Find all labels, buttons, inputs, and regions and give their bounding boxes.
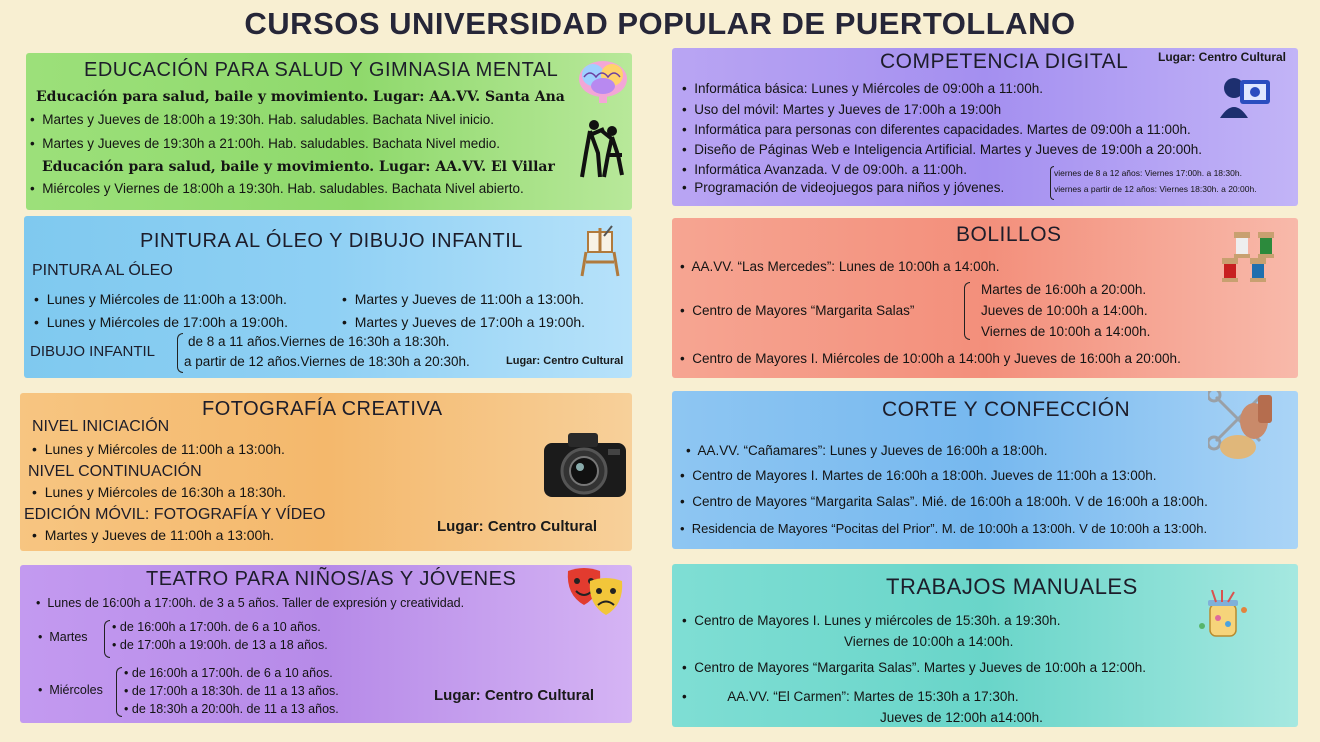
dibujo-label: DIBUJO INFANTIL: [30, 343, 156, 360]
panel-trabajos-manuales: [672, 564, 1298, 727]
foto-item: • Lunes y Miércoles de 16:30h a 18:30h.: [32, 484, 286, 500]
teatro-martes-label: • Martes: [38, 630, 88, 644]
dancers-icon: [578, 119, 628, 179]
brace: [177, 333, 183, 373]
digital-item: • Informática básica: Lunes y Miércoles de 09:00h a 11:00h.: [682, 81, 1043, 96]
foto-level-label: NIVEL CONTINUACIÓN: [28, 463, 202, 480]
digital-note: viernes a partir de 12 años: Viernes 18:30h. a 20:00h.: [1054, 184, 1257, 194]
manuales-item: • AA.VV. “El Carmen”: Martes de 15:30h a 17:30h.: [682, 689, 1019, 704]
corte-item: • Centro de Mayores I. Martes de 16:00h a 18:00h. Jueves de 11:00h a 13:00h.: [680, 468, 1157, 483]
panel-corte-confeccion: [672, 391, 1298, 549]
teatro-item: • Lunes de 16:00h a 17:00h. de 3 a 5 años. Taller de expresión y creatividad.: [36, 596, 465, 610]
corte-item: • Residencia de Mayores “Pocitas del Prior”. M. de 10:00h a 13:00h. V de 10:00h a 13:00h.: [680, 521, 1208, 536]
digital-item: • Programación de videojuegos para niños y jóvenes.: [682, 180, 1005, 195]
teatro-item: • de 18:30h a 20:00h. de 11 a 13 años.: [124, 702, 339, 716]
manuales-heading: TRABAJOS MANUALES: [886, 574, 1138, 599]
corte-item: • Centro de Mayores “Margarita Salas”. Mié. de 16:00h a 18:00h. V de 16:00h a 18:00h.: [680, 494, 1208, 509]
manuales-item-cont: Viernes de 10:00h a 14:00h.: [844, 634, 1014, 649]
pintura-subheading: PINTURA AL ÓLEO: [32, 262, 173, 279]
teatro-item: • de 16:00h a 17:00h. de 6 a 10 años.: [124, 666, 333, 680]
digital-note: viernes de 8 a 12 años: Viernes 17:00h. a 18:30h.: [1054, 168, 1242, 178]
pintura-item: • Martes y Jueves de 17:00h a 19:00h.: [342, 314, 586, 330]
teatro-item: • de 16:00h a 17:00h. de 6 a 10 años.: [112, 620, 321, 634]
panel-teatro: [20, 565, 632, 723]
pintura-heading: PINTURA AL ÓLEO Y DIBUJO INFANTIL: [140, 230, 523, 252]
foto-level-label: NIVEL INICIACIÓN: [32, 418, 170, 435]
teatro-item: • de 17:00h a 18:30h. de 11 a 13 años.: [124, 684, 339, 698]
thread-spools-icon: [1220, 230, 1280, 284]
salud-item: • Martes y Jueves de 19:30h a 21:00h. Hab. saludables. Bachata Nivel medio.: [30, 136, 501, 151]
bolillos-item: • Centro de Mayores I. Miércoles de 10:00h a 14:00h y Jueves de 16:00h a 20:00h.: [680, 351, 1181, 366]
dibujo-item: de 8 a 11 años.Viernes de 16:30h a 18:30h.: [188, 334, 450, 349]
foto-level-label: EDICIÓN MÓVIL: FOTOGRAFÍA Y VÍDEO: [24, 506, 326, 523]
corte-heading: CORTE Y CONFECCIÓN: [882, 398, 1131, 421]
bolillos-heading: BOLILLOS: [956, 223, 1062, 246]
pintura-item: • Martes y Jueves de 11:00h a 13:00h.: [342, 291, 585, 307]
easel-icon: [580, 222, 620, 278]
manuales-item: • Centro de Mayores “Margarita Salas”. Martes y Jueves de 10:00h a 12:00h.: [682, 660, 1146, 675]
teatro-heading: TEATRO PARA NIÑOS/AS Y JÓVENES: [146, 568, 517, 590]
bolillos-time: Viernes de 10:00h a 14:00h.: [981, 324, 1151, 339]
salud-item: • Martes y Jueves de 18:00h a 19:30h. Hab. saludables. Bachata Nivel inicio.: [30, 112, 495, 127]
panel-fotografia: [20, 393, 632, 551]
teatro-miercoles-label: • Miércoles: [38, 683, 103, 697]
dibujo-item: a partir de 12 años.Viernes de 18:30h a 20:30h.: [184, 354, 470, 369]
panel-bolillos: [672, 218, 1298, 378]
digital-item: • Uso del móvil: Martes y Jueves de 17:00h a 19:00h: [682, 102, 1002, 117]
bolillos-time: Martes de 16:00h a 20:00h.: [981, 282, 1147, 297]
theater-masks-icon: [564, 565, 628, 619]
craft-jar-icon: [1198, 590, 1248, 640]
panel-competencia-digital: [672, 48, 1298, 206]
foto-item: • Martes y Jueves de 11:00h a 13:00h.: [32, 527, 275, 543]
corte-item: • AA.VV. “Cañamares”: Lunes y Jueves de 16:00h a 18:00h.: [686, 443, 1048, 458]
salud-item: • Miércoles y Viernes de 18:00h a 19:30h. Hab. saludables. Bachata Nivel abierto.: [30, 181, 524, 196]
page-title: CURSOS UNIVERSIDAD POPULAR DE PUERTOLLANO: [244, 6, 1076, 41]
digital-lugar: Lugar: Centro Cultural: [1158, 50, 1286, 64]
bolillos-time: Jueves de 10:00h a 14:00h.: [981, 303, 1148, 318]
teatro-lugar: Lugar: Centro Cultural: [434, 687, 594, 704]
foto-item: • Lunes y Miércoles de 11:00h a 13:00h.: [32, 441, 285, 457]
digital-heading: COMPETENCIA DIGITAL: [880, 50, 1129, 73]
brace: [104, 620, 110, 658]
digital-item: • Informática Avanzada. V de 09:00h. a 11:00h.: [682, 162, 967, 177]
pintura-item: • Lunes y Miércoles de 11:00h a 13:00h.: [34, 291, 287, 307]
panel-pintura: [24, 216, 632, 378]
teatro-item: • de 17:00h a 19:00h. de 13 a 18 años.: [112, 638, 328, 652]
manuales-item: • Centro de Mayores I. Lunes y miércoles de 15:30h. a 19:30h.: [682, 613, 1061, 628]
sewing-scissors-icon: [1208, 391, 1278, 469]
salud-subheading-2: Educación para salud, baile y movimiento. Lugar: AA.VV. El Villar: [42, 159, 555, 175]
foto-lugar: Lugar: Centro Cultural: [437, 518, 597, 535]
bolillos-item: • Centro de Mayores “Margarita Salas”: [680, 303, 915, 318]
brain-icon: [576, 57, 630, 105]
brace: [964, 282, 970, 340]
camera-icon: [540, 429, 630, 501]
computer-user-icon: [1216, 66, 1272, 120]
bolillos-item: • AA.VV. “Las Mercedes”: Lunes de 10:00h a 14:00h.: [680, 259, 1000, 274]
pintura-item: • Lunes y Miércoles de 17:00h a 19:00h.: [34, 314, 288, 330]
foto-heading: FOTOGRAFÍA CREATIVA: [202, 398, 443, 420]
salud-subheading-1: Educación para salud, baile y movimiento. Lugar: AA.VV. Santa Ana: [36, 89, 565, 105]
pintura-lugar: Lugar: Centro Cultural: [506, 355, 624, 367]
digital-item: • Informática para personas con diferentes capacidades. Martes de 09:00h a 11:00h.: [682, 122, 1191, 137]
brace: [116, 667, 122, 717]
panel-salud: [26, 53, 632, 210]
digital-item: • Diseño de Páginas Web e Inteligencia Artificial. Martes y Jueves de 19:00h a 20:00h.: [682, 142, 1203, 157]
manuales-item-cont: Jueves de 12:00h a14:00h.: [880, 710, 1043, 725]
salud-heading: EDUCACIÓN PARA SALUD Y GIMNASIA MENTAL: [84, 59, 559, 81]
